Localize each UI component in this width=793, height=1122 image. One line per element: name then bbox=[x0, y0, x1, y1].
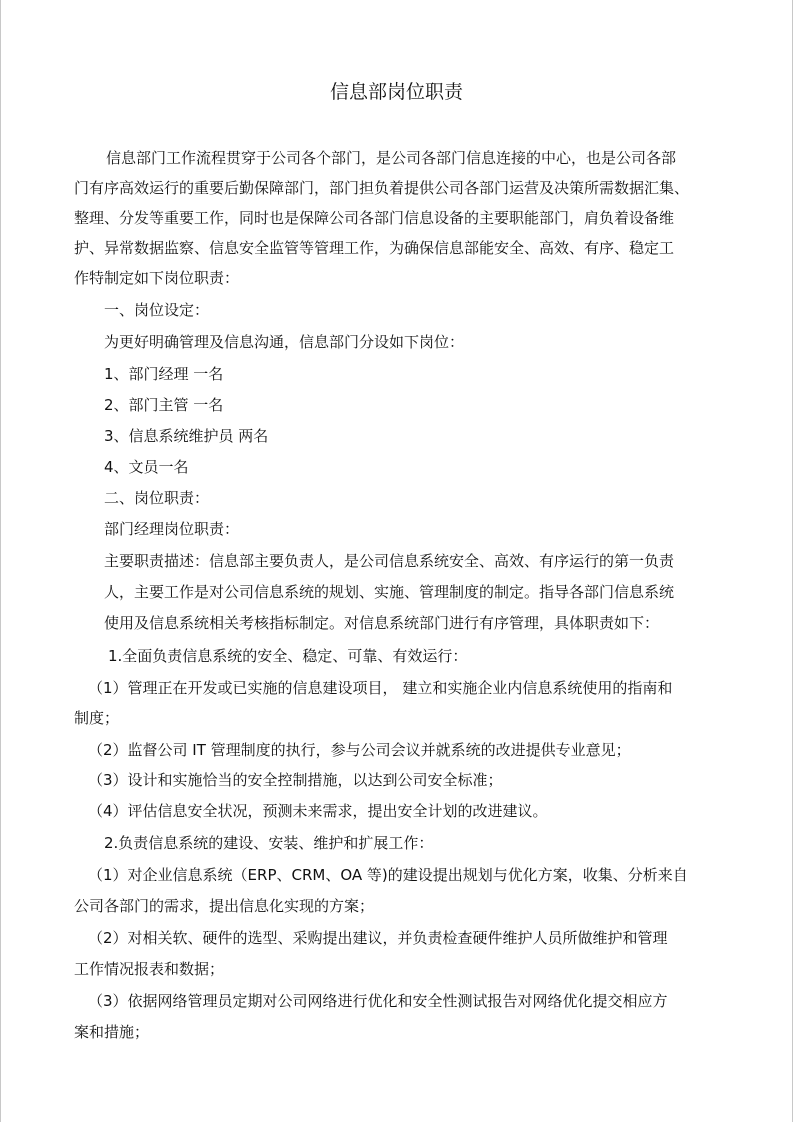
subsection-heading: 部门经理岗位职责： bbox=[104, 520, 240, 538]
duty-item-2-3-line-2: 案和措施； bbox=[74, 1023, 150, 1041]
position-item-4: 4、文员一名 bbox=[104, 458, 189, 476]
position-item-1: 1、部门经理 一名 bbox=[104, 365, 224, 383]
intro-line-4: 护、异常数据监察、信息安全监管等管理工作，为确保信息部能安全、高效、有序、稳定工 bbox=[74, 239, 675, 257]
duty-item-2-1-line-2: 公司各部门的需求，提出信息化实现的方案； bbox=[74, 897, 375, 915]
duty-item-1: 1.全面负责信息系统的安全、稳定、可靠、有效运行： bbox=[108, 647, 468, 665]
position-item-2: 2、部门主管 一名 bbox=[104, 396, 224, 414]
intro-line-1: 信息部门工作流程贯穿于公司各个部门，是公司各部门信息连接的中心，也是公司各部 bbox=[106, 149, 677, 167]
section-heading-1: 一、岗位设定： bbox=[104, 301, 210, 319]
position-item-3: 3、信息系统维护员 两名 bbox=[104, 427, 269, 445]
intro-line-3: 整理、分发等重要工作，同时也是保障公司各部门信息设备的主要职能部门，肩负着设备维 bbox=[74, 209, 675, 227]
duty-item-2-2-line-1: （2）对相关软、硬件的选型、采购提出建议，并负责检查硬件维护人员所做维护和管理 bbox=[88, 929, 668, 947]
duty-item-2-2-line-2: 工作情况报表和数据； bbox=[74, 960, 225, 978]
duty-item-1-2: （2）监督公司 IT 管理制度的执行，参与公司会议并就系统的改进提供专业意见； bbox=[88, 741, 631, 759]
intro-line-2: 门有序高效运行的重要后勤保障部门，部门担负着提供公司各部门运营及决策所需数据汇集、 bbox=[74, 179, 690, 197]
duty-item-1-3: （3）设计和实施恰当的安全控制措施，以达到公司安全标准； bbox=[88, 771, 503, 789]
duty-description-line-2: 人，主要工作是对公司信息系统的规划、实施、管理制度的制定。指导各部门信息系统 bbox=[104, 583, 675, 601]
duty-item-2: 2.负责信息系统的建设、安装、维护和扩展工作： bbox=[104, 834, 434, 852]
section-1-intro: 为更好明确管理及信息沟通，信息部门分设如下岗位： bbox=[104, 333, 465, 351]
duty-item-1-1-line-1: （1）管理正在开发或已实施的信息建设项目， 建立和实施企业内信息系统使用的指南和 bbox=[88, 679, 673, 697]
duty-description-line-3: 使用及信息系统相关考核指标制定。对信息系统部门进行有序管理，具体职责如下： bbox=[104, 614, 660, 632]
section-heading-2: 二、岗位职责： bbox=[104, 489, 210, 507]
duty-description-line-1: 主要职责描述：信息部主要负责人，是公司信息系统安全、高效、有序运行的第一负责 bbox=[104, 552, 675, 570]
page-edge-left bbox=[0, 0, 1, 1122]
document-title: 信息部岗位职责 bbox=[329, 81, 463, 103]
duty-item-1-4: （4）评估信息安全状况，预测未来需求，提出安全计划的改进建议。 bbox=[88, 802, 548, 820]
duty-item-1-1-line-2: 制度； bbox=[74, 709, 120, 727]
duty-item-2-3-line-1: （3）依据网络管理员定期对公司网络进行优化和安全性测试报告对网络优化提交相应方 bbox=[88, 992, 668, 1010]
intro-line-5: 作特制定如下岗位职责： bbox=[74, 269, 240, 287]
duty-item-2-1-line-1: （1）对企业信息系统（ERP、CRM、OA 等)的建设提出规划与优化方案，收集、分析来自 bbox=[88, 866, 688, 884]
